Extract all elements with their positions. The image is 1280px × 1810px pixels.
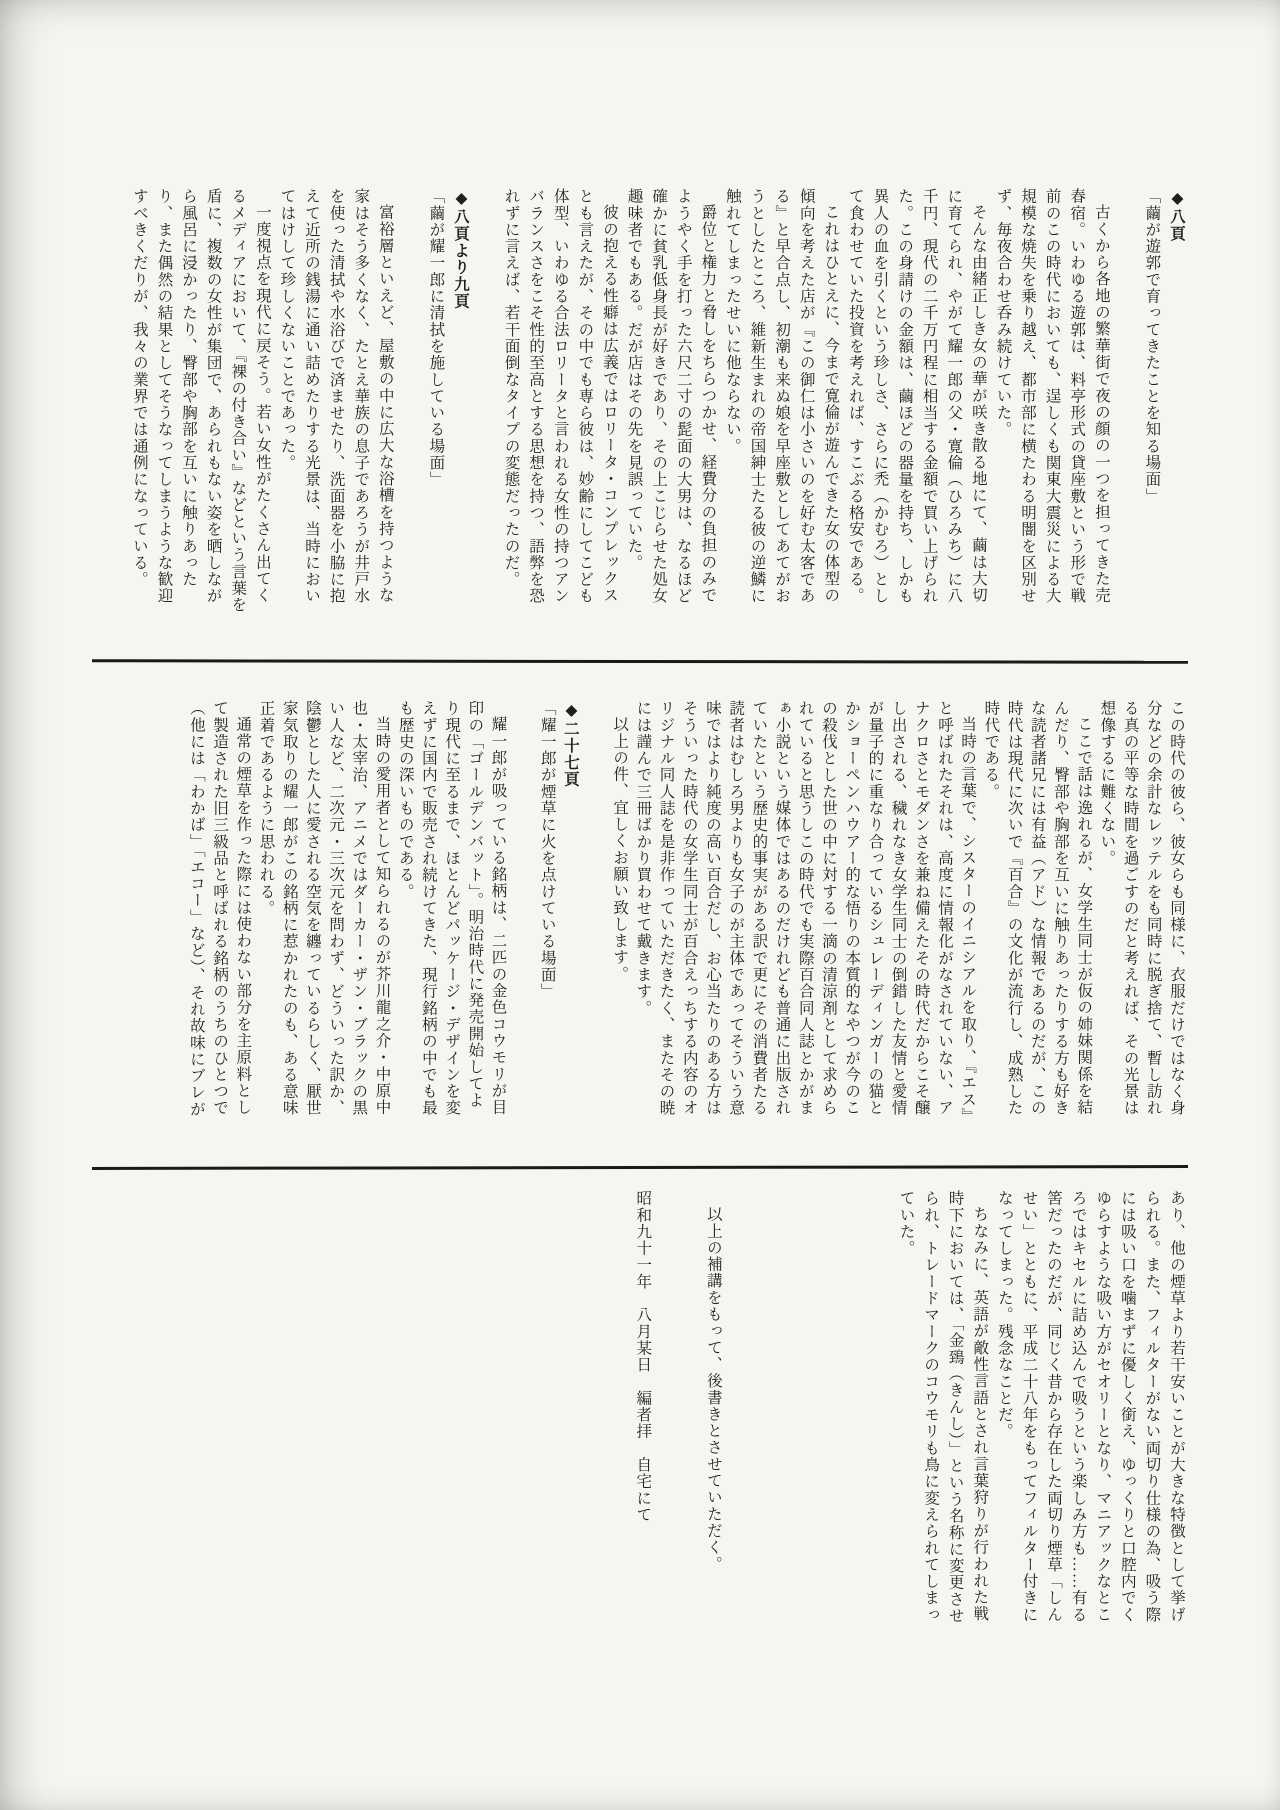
column-gap [654,1190,700,1628]
paragraph: これはひとえに、今まで寛倫が遊んできた女の体型の傾向を考えた店が『この御仁は小さいのを好む太客である』と早合点し、初潮も来ぬ娘を早座敷としてあてがおうとしたところ、維新生まれの帝国紳士たる彼の逆鱗に触れてしまったせいに他ならない。 [723,188,840,605]
paragraph: 古くから各地の繁華街で夜の顔の一つを担ってきた売春宿。いわゆる遊郭は、料亭形式の貸座敷という形で戦前のこの時代においても、逞しくも関東大震災による大規模な焼失を乗り越え、都市部に横たわる明闇を区別せず、毎夜合わせ呑み続けていた。 [994,188,1110,605]
paragraph: 爵位と権力と脅しをちらつかせ、経費分の負担のみでようやく手を打った六尺二寸の髭面の大男は、なるほど確かに貧乳低身長が好きであり、その上こじらせた処女趣味者でもある。だが店はその先を見誤っていた。 [625,188,717,605]
annotation-section-3 [86,1190,1188,1628]
paragraph: 以上の件、宜しくお願い致します。 [611,715,629,982]
scene-title: 「繭が耀一郎に清拭を施している場面」 [427,188,445,488]
column-gap [510,700,536,1121]
paragraph: 通常の煙草を作った際には使わない部分を主原料として製造された旧三級品と呼ばれる銘柄のうちのひとつで（他には「わかば」「エコー」など）、それ故味にブレが [187,700,252,1118]
annotation-section-1 [86,188,1188,614]
afterword-closing: 以上の補講をもって、後書きとさせていただく。 [704,1205,722,1572]
section-heading: ◆二十七頁 [561,700,579,788]
scene-title: 「繭が遊郭で育ってきたことを知る場面」 [1143,188,1161,505]
paragraph: 当時の言葉で、シスターのイニシアルを取り、『エス』と呼ばれたそれは、高度に情報化がなされていない、アナクロさとモダンさを兼ね備えたその時代だからこそ醸し出される、穢れなき女学生同士の倒錯した友情と愛情が量子的に重なり合っているシュレーディンガーの猫とかショーペンハウアー的な悟りの本質的なやつが今のこの殺伐とした世の中に対する一滴の清涼剤として求められていると思うしこの時代でも実際百合同人誌とかがまぁ小説という媒体ではあるのだけれども普通に出版されていたという歴史的事実がある訳で更にその消費者たる読者はむしろ男よりも女子のが主体であってそういう意味ではより純度の高い百合だし、お心当たりのある方はそういった時代の女学生同士が百合えっちする内容のオリジナル同人誌を是非作っていただきたく、またその暁には謹んで三冊ばかり買わせて戴きます。 [634,700,977,1117]
paragraph: そんな由緒正しき女の華が咲き散る地にて、繭は大切に育てられ、やがて耀一郎の父・寛倫（ひろみち）に八千円、現代の二千万円程に相当する金額で買い上げられた。この身請けの金額は、繭ほどの器量を持ち、しかも異人の血を引くという珍しさ、さらに禿（かむろ）として食わせていた投資を考えれば、すこぶる格安である。 [846,188,987,605]
scene-title: 「耀一郎が煙草に火を点けている場面」 [538,700,556,1000]
divider-rule [92,1165,1188,1170]
section-heading: ◆八頁より九頁 [451,188,469,310]
paragraph: 富裕層といえど、屋敷の中に広大な浴槽を持つような家はそう多くなく、たとえ華族の息子であろうが井戸水を使った清拭や水浴びで済ませたり、洗面器を小脇に抱えて近所の銭湯に通い詰めたりする光景は、当時においてはけして珍しくないことであった。 [278,188,394,605]
paragraph: 耀一郎が吸っている銘柄は、二匹の金色コウモリが目印の「ゴールデンバット」。明治時代に発売開始してより現代に至るまで、ほとんどパッケージ・デザインを変えずに国内で販売され続けてきた、現行銘柄の中でも最も歴史の深いものである。 [396,700,507,1117]
paragraph: 一度視点を現代に戻そう。若い女性がたくさん出てくるメディアにおいて、『裸の付き合い』などという言葉を盾に、複数の女性が集団で、あられもない姿を晒しながら風呂に浸かったり、臀部や胸部を互いに触りあったり、また偶然の結果としてそうなってしまうような歓迎すべきくだりが、我々の業界では通例になっている。 [130,188,271,614]
annotation-section-2 [86,700,1188,1121]
column-gap [1113,188,1139,614]
column-gap [582,700,608,1121]
paragraph: 当時の愛用者として知られるのが芥川龍之介・中原中也・太宰治、アニメではダーカー・ザン・ブラックの黒い人など、二次元・三次元を問わず、どういった訳か、陰鬱とした人に愛される空気を纏っているらしく、厭世家気取りの耀一郎がこの銘柄に惹かれたのも、ある意味正着であるように思われる。 [257,700,391,1117]
paragraph: あり、他の煙草より若干安いことが大きな特徴として挙げられる。また、フィルターがない両切り仕様の為、吸う際には吸い口を噛まずに優しく銜え、ゆっくりと口腔内でくゆらすような吸い方がセオリーとなり、マニアックなところではキセルに詰め込んで吸うという楽しみ方も……有る筈だったのだが、同じく昔から存在した両切り煙草「しんせい」とともに、平成二十八年をもってフィルター付きになってしまった。残念なことだ。 [995,1190,1185,1623]
date-line: 昭和九十一年 八月某日 編者拝 自宅にて [634,1190,652,1523]
paragraph: 彼の抱える性癖は広義ではロリータ・コンプレックスとも言えたが、その中でも専ら彼は、妙齢にしてこども体型、いわゆる合法ロリータと言われる女性の持つアンバランスさをこそ性的至高とする思想を持つ、語弊を恐れずに言えば、若干面倒なタイプの変態だったのだ。 [502,188,618,605]
column-gap [472,188,498,614]
column-gap [397,188,423,614]
section-heading: ◆八頁 [1168,188,1185,243]
column-gap [725,1190,893,1628]
divider-rule [92,659,1188,664]
paragraph: この時代の彼ら、彼女らも同様に、衣服だけではなく身分などの余計なレッテルをも同時に脱ぎ捨て、暫し訪れる真の平等な時間を過ごすのだと考えれば、その光景は想像するに難くない。 [1098,700,1185,1117]
paragraph: ちなみに、英語が敵性言語とされ言葉狩りが行われた戦時下においては、「金鵄（きんし）」という名称に変更させられ、トレードマークのコウモリも鳥に変えられてしまっていた。 [897,1190,989,1625]
paragraph: ここで話は逸れるが、女学生同士が仮の姉妹関係を結んだり、臀部や胸部を互いに触りあったりする方も好きな読者諸兄には有益（アド）な情報であるのだが、この時代は現代に次いで『百合』の文化が流行し、成熟した時代である。 [982,700,1093,1117]
